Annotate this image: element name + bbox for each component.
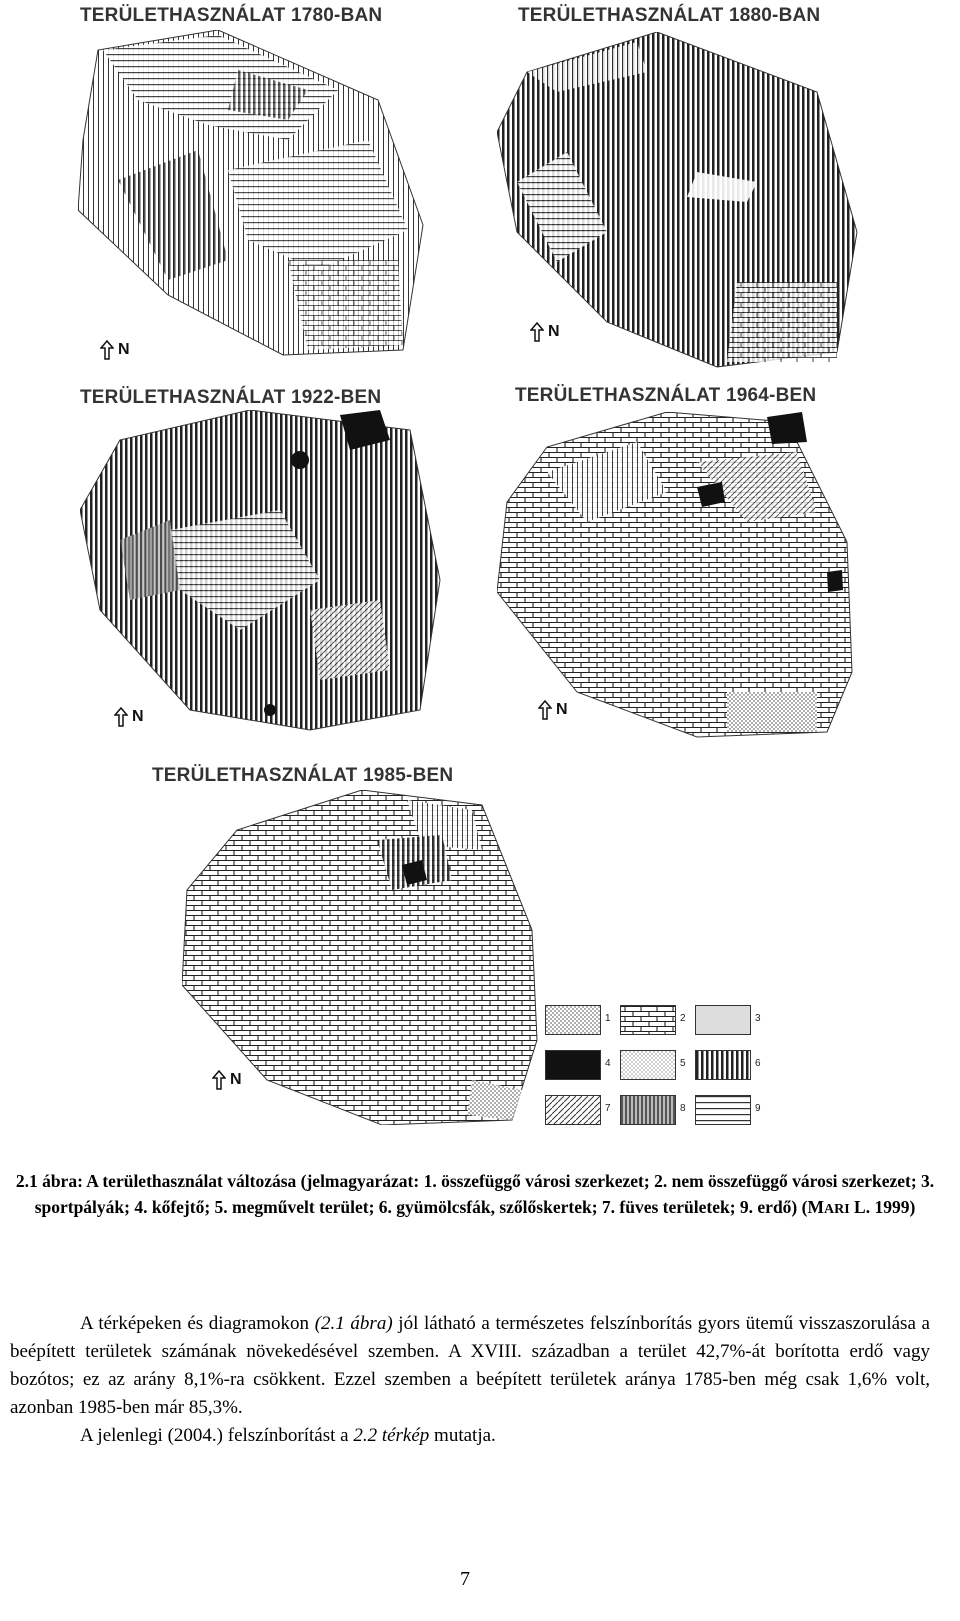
- body-text: [10, 1310, 930, 1450]
- map-title-1985: TERÜLETHASZNÁLAT 1985-BEN: [152, 765, 454, 786]
- paragraph-1-rest: jól látható a természetes felszínborítás gyors ütemű visszaszorulása a beépített területek számának növekedésével szemben. A XVIII. században a terület 42,7%-át borította erdő vagy bozótos; ez az arány 8,1%-ra csökkent. Ezzel szemben a beépített területek aránya 1785-ben még csak 1,6% volt, azonban 1985-ben már 85,3%.: [10, 1313, 930, 1418]
- caption-author-rest: ARI: [824, 1202, 850, 1217]
- legend-label-9: 9: [755, 1103, 761, 1114]
- north-label: N: [556, 701, 568, 718]
- paragraph-2: [10, 1422, 930, 1450]
- map-legend: [545, 1005, 775, 1140]
- land-use-map-1780: [78, 30, 438, 360]
- paragraph-2-start: A jelenlegi (2004.) felszínborítást a: [80, 1425, 354, 1446]
- map-title-1922: TERÜLETHASZNÁLAT 1922-BEN: [80, 387, 382, 408]
- map-reference: 2.2 térkép: [353, 1425, 430, 1446]
- page-number: 7: [460, 1568, 470, 1590]
- caption-author-initial: M: [807, 1197, 824, 1217]
- north-arrow-1985: [212, 1070, 242, 1090]
- north-arrow-1922: [114, 707, 144, 727]
- legend-label-5: 5: [680, 1058, 686, 1069]
- north-label: N: [230, 1071, 242, 1088]
- figure-caption: [10, 1168, 940, 1223]
- north-arrow-icon: [114, 707, 128, 727]
- land-use-map-1964: [497, 412, 859, 742]
- legend-swatch-8: [620, 1095, 676, 1125]
- legend-swatch-9: [695, 1095, 751, 1125]
- legend-label-1: 1: [605, 1013, 611, 1024]
- north-label: N: [118, 341, 130, 358]
- legend-swatch-7: [545, 1095, 601, 1125]
- map-title-1964: TERÜLETHASZNÁLAT 1964-BEN: [515, 385, 817, 406]
- legend-label-7: 7: [605, 1103, 611, 1114]
- north-label: N: [548, 323, 560, 340]
- map-title-1880: TERÜLETHASZNÁLAT 1880-BAN: [518, 5, 821, 26]
- north-arrow-1880: [530, 322, 560, 342]
- figure-reference: (2.1 ábra): [314, 1313, 393, 1334]
- legend-label-4: 4: [605, 1058, 611, 1069]
- north-arrow-1964: [538, 700, 568, 720]
- caption-author-end: L. 1999): [849, 1197, 916, 1217]
- caption-text: 2.1 ábra: A területhasználat változása (jelmagyarázat: 1. összefüggő városi szerkezet; 2. nem összefüggő városi szerkezet; 3. sportpályák; 4. kőfejtő; 5. megművelt terület; 6. gyümölcsfák, szőlőskertek; 7. füves területek; 9. erdő) (: [15, 1171, 935, 1217]
- legend-label-2: 2: [680, 1013, 686, 1024]
- legend-label-6: 6: [755, 1058, 761, 1069]
- legend-label-3: 3: [755, 1013, 761, 1024]
- legend-swatch-5: [620, 1050, 676, 1080]
- paragraph-1-start: A térképeken és diagramokon: [80, 1313, 315, 1334]
- north-arrow-icon: [530, 322, 544, 342]
- legend-label-8: 8: [680, 1103, 686, 1114]
- north-arrow-icon: [100, 340, 114, 360]
- land-use-map-1922: [80, 410, 445, 735]
- legend-swatch-3: [695, 1005, 751, 1035]
- legend-swatch-4: [545, 1050, 601, 1080]
- north-arrow-icon: [538, 700, 552, 720]
- map-title-1780: TERÜLETHASZNÁLAT 1780-BAN: [80, 5, 383, 26]
- legend-swatch-2: [620, 1005, 676, 1035]
- north-arrow-icon: [212, 1070, 226, 1090]
- paragraph-1: [10, 1310, 930, 1422]
- paragraph-2-end: mutatja.: [429, 1425, 496, 1446]
- legend-swatch-1: [545, 1005, 601, 1035]
- legend-swatch-6: [695, 1050, 751, 1080]
- north-label: N: [132, 708, 144, 725]
- north-arrow-1780: [100, 340, 130, 360]
